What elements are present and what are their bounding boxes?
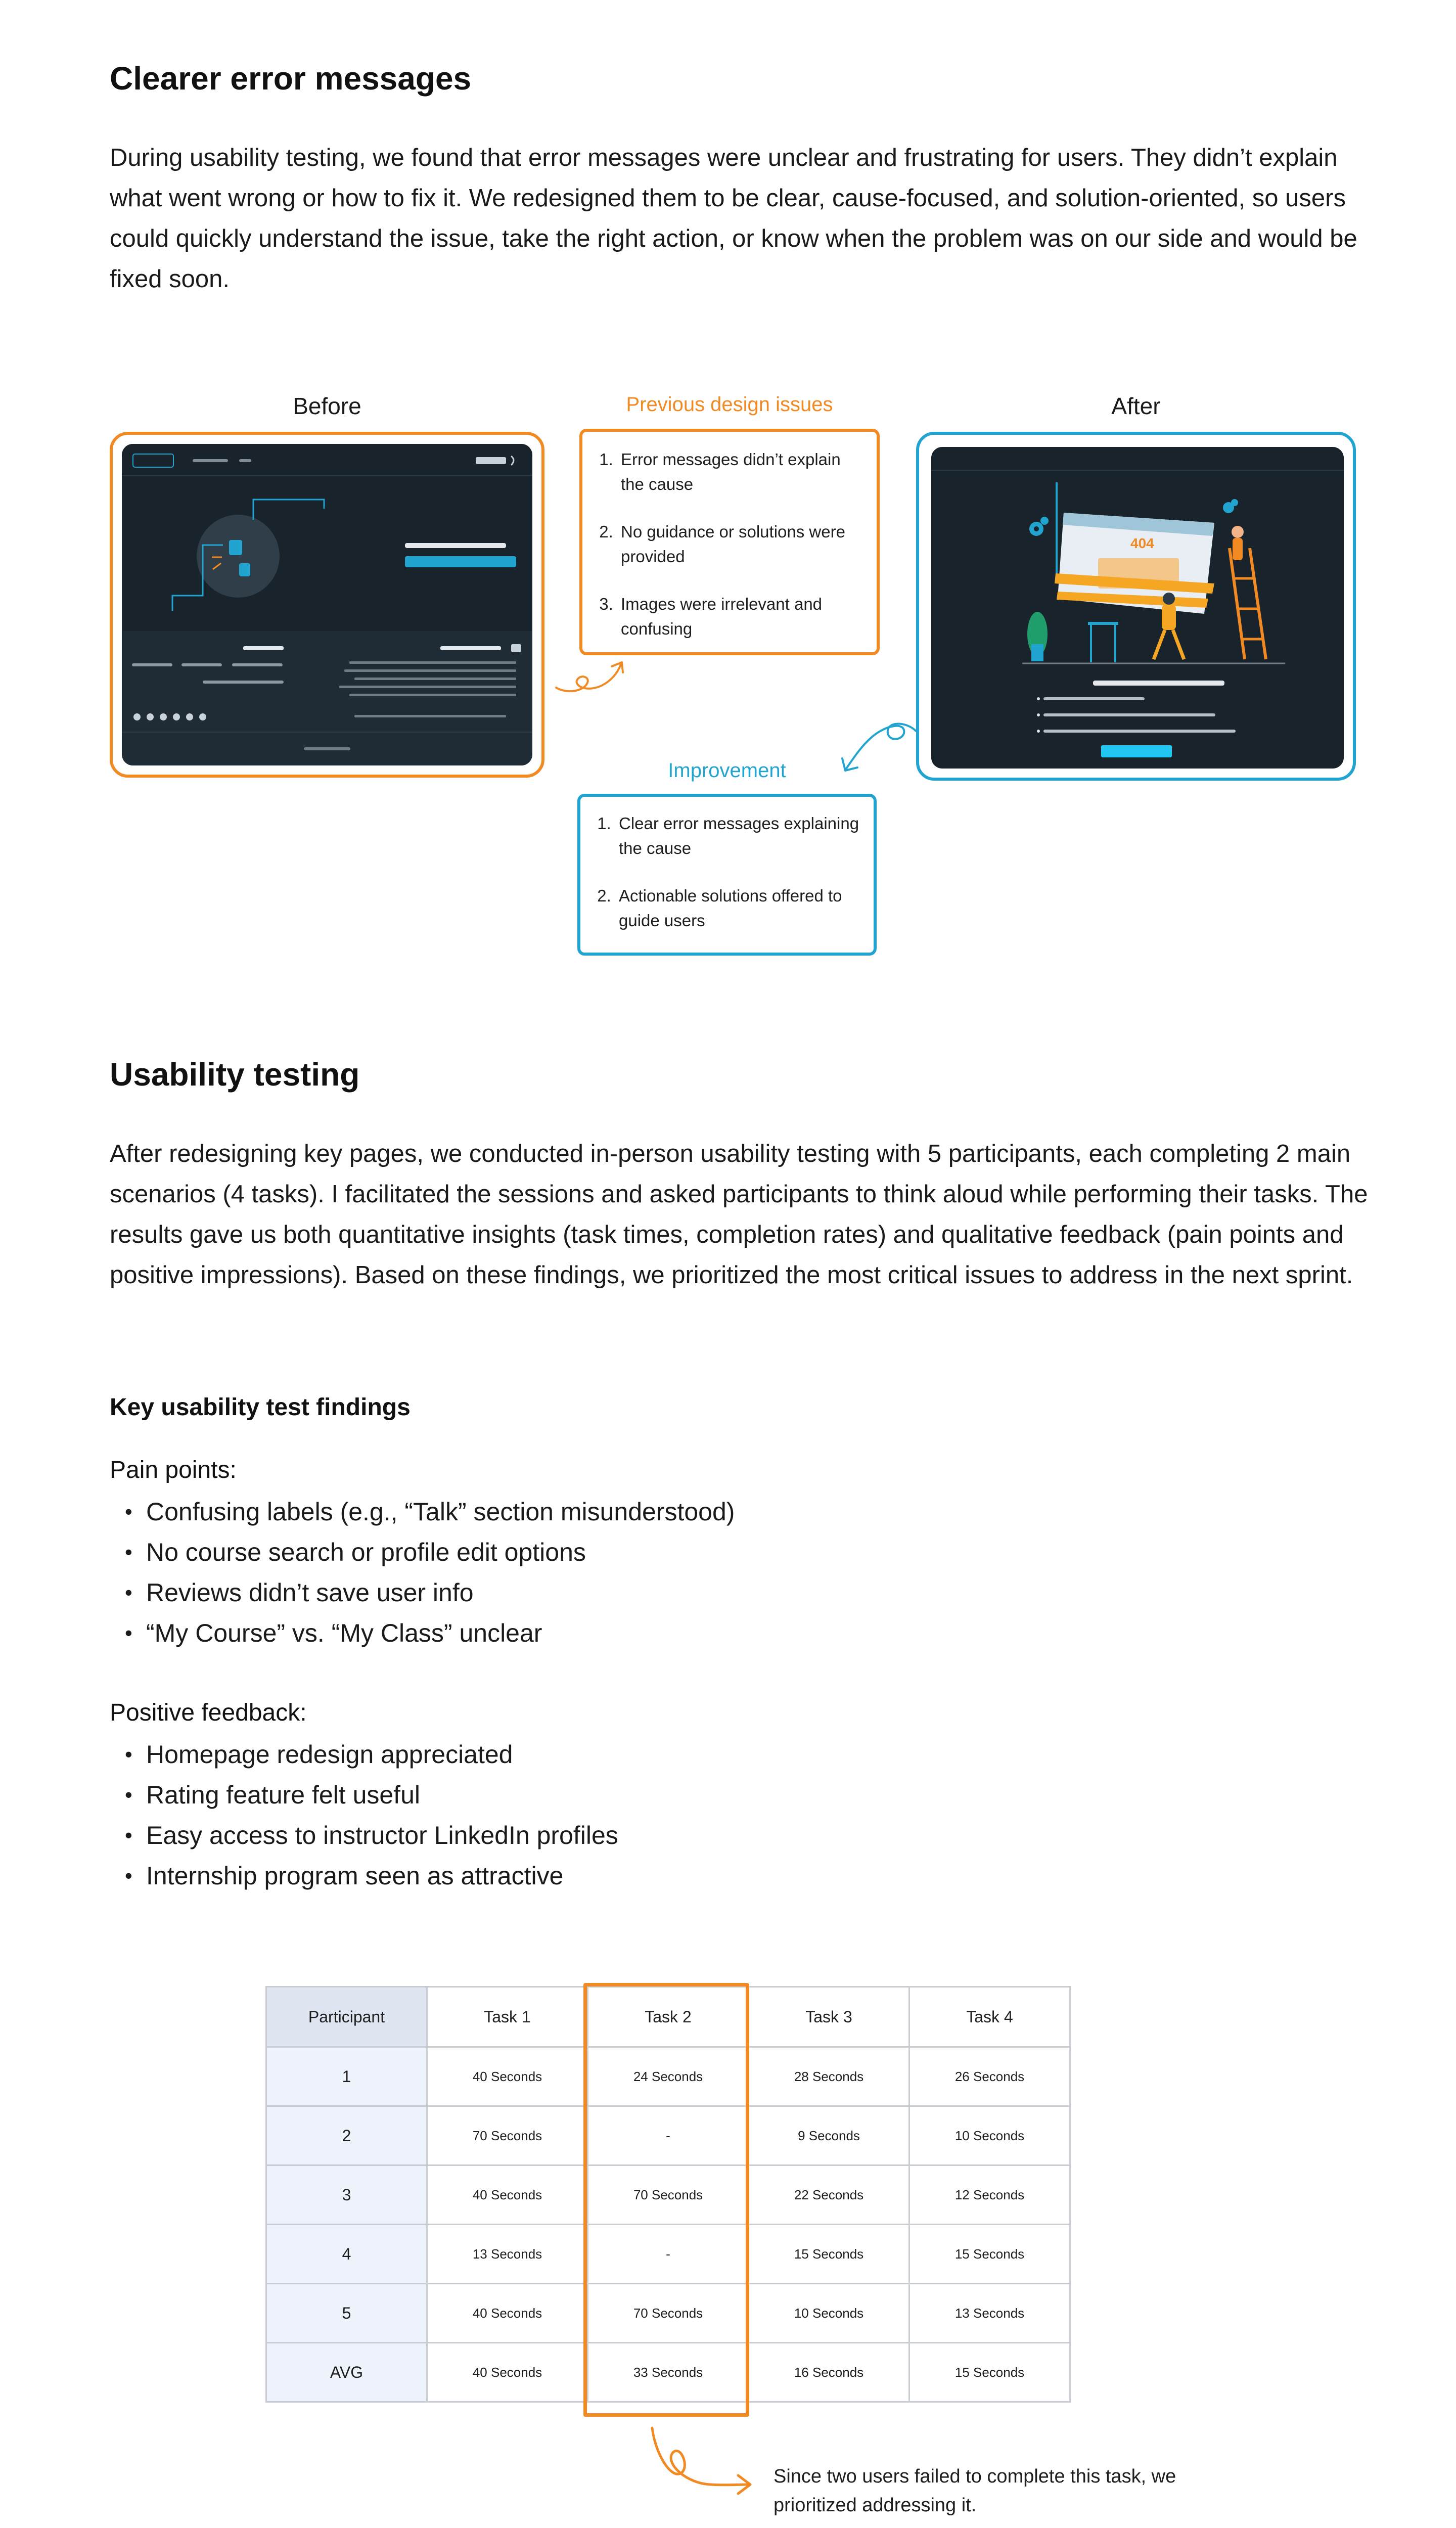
table-cell: 1: [266, 2047, 427, 2106]
error-messages-paragraph: During usability testing, we found that error messages were unclear and frustrating for users. They didn’t explain what went wrong or how to fix it. We redesigned them to be clear, cause-focused, and solution-oriented, so users could quickly understand the issue, take the right action, or know when the problem was on our side and would be fixed soon.: [110, 144, 1357, 293]
table-cell: -: [588, 2225, 749, 2284]
usability-testing-paragraph: After redesigning key pages, we conducted in-person usability testing with 5 participants, each completing 2 main scenarios (4 tasks). I facilitated the sessions and asked participants to think aloud while performing their tasks. The results gave us both quantitative insights (task times, completion rates) and qualitative feedback (pain points and positive impressions). Based on these findings, we prioritized the most critical issues to address in the next sprint.: [110, 1140, 1368, 1289]
table-cell: 40 Seconds: [427, 2343, 588, 2402]
pain-points-list: [110, 1492, 1323, 1653]
table-cell: 40 Seconds: [427, 2165, 588, 2225]
table-note: Since two users failed to complete this task, we prioritized addressing it.: [774, 2466, 1176, 2516]
issue-item: 1. Error messages didn’t explain the cause: [618, 447, 864, 496]
table-header-cell: Task 2: [588, 1987, 749, 2047]
table-cell: 15 Seconds: [749, 2225, 909, 2284]
table-cell: 70 Seconds: [427, 2106, 588, 2165]
list-item: • Internship program seen as attractive: [110, 1856, 1323, 1896]
table-cell: 2: [266, 2106, 427, 2165]
after-label: After: [1111, 393, 1161, 419]
section-title-usability-testing: Usability testing: [110, 1056, 360, 1093]
table-cell: 3: [266, 2165, 427, 2225]
table-cell: 15 Seconds: [909, 2343, 1070, 2402]
table-cell: AVG: [266, 2343, 427, 2402]
after-screenshot-frame: [916, 432, 1356, 781]
table-header-cell: Participant: [266, 1987, 427, 2047]
curly-arrow-icon: [645, 2423, 761, 2499]
before-screenshot-frame: [110, 432, 544, 778]
improvement-title: Improvement: [668, 759, 786, 782]
section-title-error-messages: Clearer error messages: [110, 60, 472, 97]
list-item: • Reviews didn’t save user info: [110, 1572, 1323, 1613]
issue-item: 2. No guidance or solutions were provided: [618, 519, 864, 569]
findings-title: Key usability test findings: [110, 1394, 411, 1421]
table-cell: 5: [266, 2284, 427, 2343]
table-cell: 13 Seconds: [909, 2284, 1070, 2343]
improvement-item: 1. Clear error messages explaining the cause: [616, 811, 861, 861]
table-cell: 22 Seconds: [749, 2165, 909, 2225]
table-cell: 26 Seconds: [909, 2047, 1070, 2106]
before-label: Before: [293, 393, 361, 419]
table-cell: 13 Seconds: [427, 2225, 588, 2284]
table-cell: -: [588, 2106, 749, 2165]
table-cell: 40 Seconds: [427, 2047, 588, 2106]
swirl-arrow-icon: [551, 652, 632, 698]
improvement-box: [577, 794, 877, 956]
after-screenshot: [931, 447, 1344, 769]
issue-item: 3. Images were irrelevant and confusing: [618, 592, 864, 641]
list-item: • “My Course” vs. “My Class” unclear: [110, 1613, 1323, 1653]
list-item: • Confusing labels (e.g., “Talk” section misunderstood): [110, 1492, 1323, 1532]
list-item: • Rating feature felt useful: [110, 1775, 1323, 1815]
table-header-cell: Task 3: [749, 1987, 909, 2047]
table-header-cell: Task 4: [909, 1987, 1070, 2047]
table-cell: 16 Seconds: [749, 2343, 909, 2402]
table-cell: 4: [266, 2225, 427, 2284]
list-item: • Easy access to instructor LinkedIn profiles: [110, 1815, 1323, 1856]
table-cell: 12 Seconds: [909, 2165, 1070, 2225]
task2-highlight: [583, 1983, 749, 2417]
list-item: • No course search or profile edit options: [110, 1532, 1323, 1572]
after-404-illustration: [931, 447, 1344, 769]
positive-feedback-list: [110, 1734, 1323, 1896]
table-cell: 70 Seconds: [588, 2165, 749, 2225]
positive-feedback-title: Positive feedback:: [110, 1699, 307, 1726]
improvement-item: 2. Actionable solutions offered to guide users: [616, 883, 861, 933]
svg-text:404: 404: [1130, 535, 1154, 551]
table-cell: 70 Seconds: [588, 2284, 749, 2343]
issues-box: [579, 429, 880, 655]
table-cell: 28 Seconds: [749, 2047, 909, 2106]
table-cell: 40 Seconds: [427, 2284, 588, 2343]
table-cell: 9 Seconds: [749, 2106, 909, 2165]
table-header-cell: Task 1: [427, 1987, 588, 2047]
list-item: • Homepage redesign appreciated: [110, 1734, 1323, 1775]
table-cell: 24 Seconds: [588, 2047, 749, 2106]
issues-title: Previous design issues: [626, 393, 833, 416]
before-screenshot: [122, 444, 532, 765]
table-cell: 10 Seconds: [909, 2106, 1070, 2165]
pain-points-title: Pain points:: [110, 1457, 237, 1483]
table-cell: 10 Seconds: [749, 2284, 909, 2343]
before-error-page-illustration: [122, 444, 532, 765]
table-cell: 33 Seconds: [588, 2343, 749, 2402]
table-cell: 15 Seconds: [909, 2225, 1070, 2284]
